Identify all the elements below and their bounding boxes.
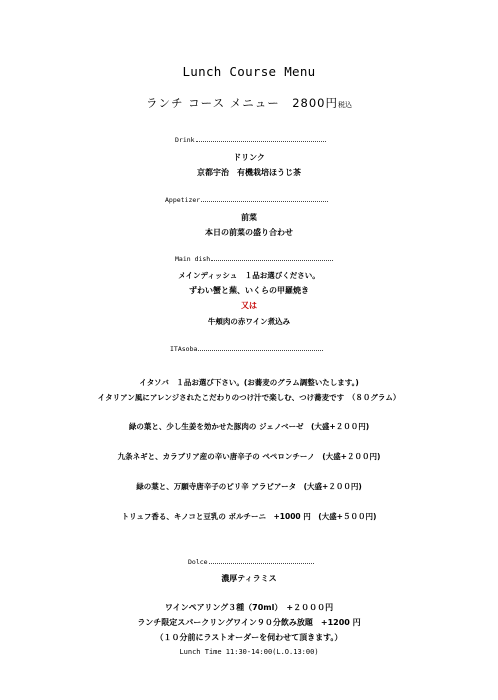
dotted-rule [196,136,326,142]
main-option-1: ずわい蟹と蕪、いくらの甲羅焼き [189,286,309,295]
appetizer-item: 本日の前菜の盛り合わせ [205,228,293,237]
menu-title: Lunch Course Menu [182,64,316,79]
main-intro: メインディッシュ １品お選びください。 [178,271,320,280]
itasoba-item: 緑の葉と、少し生姜を効かせた豚肉の ジェノベーゼ (大盛+２００円) [128,422,370,431]
appetizer-label: 前菜 [241,213,257,222]
itasoba-intro: イタソバ １品お選び下さい。(お蕎麦のグラム調整いたします。) [139,378,359,387]
section-header-main-dish: Main dish [175,255,333,263]
itasoba-note: イタリアン風にアレンジされたこだわりのつけ汁で楽しむ、つけ蕎麦です （８０グラム） [97,393,401,402]
sparkling-wine-offer: ランチ限定スパークリングワイン９０分飲み放題 +1200 円 [137,618,361,627]
itasoba-item: 九条ネギと、カラブリア産の辛い唐辛子の ペペロンチーノ (大盛+２００円) [117,452,381,461]
dotted-rule [211,255,333,261]
last-order-note: （１０分前にラストオーダーを伺わせて頂きます。） [155,633,343,642]
itasoba-item: 緑の葉と、万願寺唐辛子のピリ辛 アラビアータ (大盛+２００円) [136,482,362,491]
wine-pairing: ワインペアリング３種（70ml） +２０００円 [164,603,334,612]
course-price: ランチ コース メニュー 2800円 [145,96,338,110]
drink-label: ドリンク [233,153,265,162]
dotted-rule [201,196,328,202]
tax-note: 税込 [338,101,352,109]
main-or: 又は [241,301,257,310]
drink-item: 京都宇治 有機栽培ほうじ茶 [197,168,301,177]
main-option-2: 牛頬肉の赤ワイン煮込み [207,317,291,326]
section-header-drink: Drink [175,136,326,144]
dotted-rule [198,345,323,351]
menu-subtitle [0,95,498,111]
itasoba-item: トリュフ香る、キノコと豆乳の ボルチーニ +1000 円 (大盛+５００円) [121,512,377,521]
lunch-time: Lunch Time 11:30-14:00(L.O.13:00) [179,648,319,656]
dolce-item: 濃厚ティラミス [221,574,277,583]
section-header-itasoba: ITAsoba [170,345,323,353]
section-header-dolce: Dolce [188,558,314,566]
section-header-appetizer: Appetizer [165,196,328,204]
dotted-rule [209,558,314,564]
